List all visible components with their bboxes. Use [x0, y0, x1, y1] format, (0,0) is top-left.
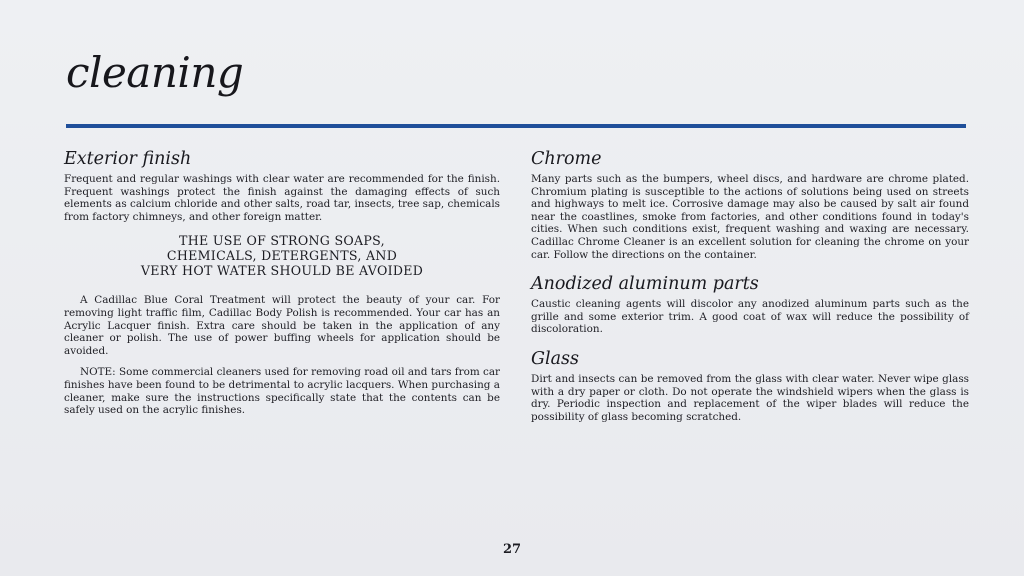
note-paragraph: NOTE: Some commercial cleaners used for removing road oil and tars from car finishes have been found to be detrimental to acrylic lacquers. When purchasing a cleaner, make sure the instructions specifically state that the contents can be safely used on the acrylic finishes. — [64, 366, 500, 417]
warning-notice — [64, 233, 500, 278]
warning-line-3: VERY HOT WATER SHOULD BE AVOIDED — [140, 263, 424, 279]
chrome-heading: Chrome — [531, 149, 602, 169]
section-spacer — [531, 336, 969, 348]
exterior-finish-heading: Exterior finish — [64, 149, 192, 169]
blue-coral-treatment-paragraph: A Cadillac Blue Coral Treatment will protect the beauty of your car. For removing light traffic film, Cadillac Body Polish is recommended. Your car has an Acrylic Lacquer finish. Extra care should be taken in the application of any cleaner or polish. The use of power buffing wheels for application should be avoided. — [64, 294, 500, 357]
warning-line-1: THE USE OF STRONG SOAPS, — [179, 233, 385, 249]
anodized-aluminum-heading: Anodized aluminum parts — [531, 274, 759, 295]
glass-body: Dirt and insects can be removed from the glass with clear water. Never wipe glass with a dry paper or cloth. Do not operate the windshield wipers when the glass is dry. Periodic inspection and replacement of the wiper blades will reduce the possibility of glass becoming scratched. — [531, 372, 969, 423]
paragraph-spacer — [64, 357, 500, 366]
page-number: 27 — [502, 542, 522, 557]
right-column — [531, 148, 969, 423]
glass-heading: Glass — [531, 348, 579, 369]
section-spacer — [531, 261, 969, 273]
chrome-body: Many parts such as the bumpers, wheel discs, and hardware are chrome plated. Chromium plating is susceptible to the actions of solutions being used on streets and highways to melt ice. Corrosive damage may also be caused by salt air found near the coastlines, smoke from factories, and other conditions found in today's cities. When such conditions exist, frequent washing and waxing are necessary. Cadillac Chrome Cleaner is an excellent solution for cleaning the chrome on your car. Follow the directions on the container. — [531, 173, 969, 261]
page-title: cleaning — [66, 48, 244, 97]
title-divider-rule — [66, 124, 966, 128]
left-column — [64, 148, 500, 417]
anodized-aluminum-body: Caustic cleaning agents will discolor any anodized aluminum parts such as the grille and some exterior trim. A good coat of wax will reduce the possibility of discoloration. — [531, 298, 969, 336]
warning-line-2: CHEMICALS, DETERGENTS, AND — [166, 248, 398, 264]
exterior-finish-body: Frequent and regular washings with clear water are recommended for the finish. Frequent washings protect the finish against the damaging effects of such elements as calcium chloride and other salts, road tar, insects, tree sap, chemicals from factory chimneys, and other foreign matter. — [64, 173, 500, 223]
